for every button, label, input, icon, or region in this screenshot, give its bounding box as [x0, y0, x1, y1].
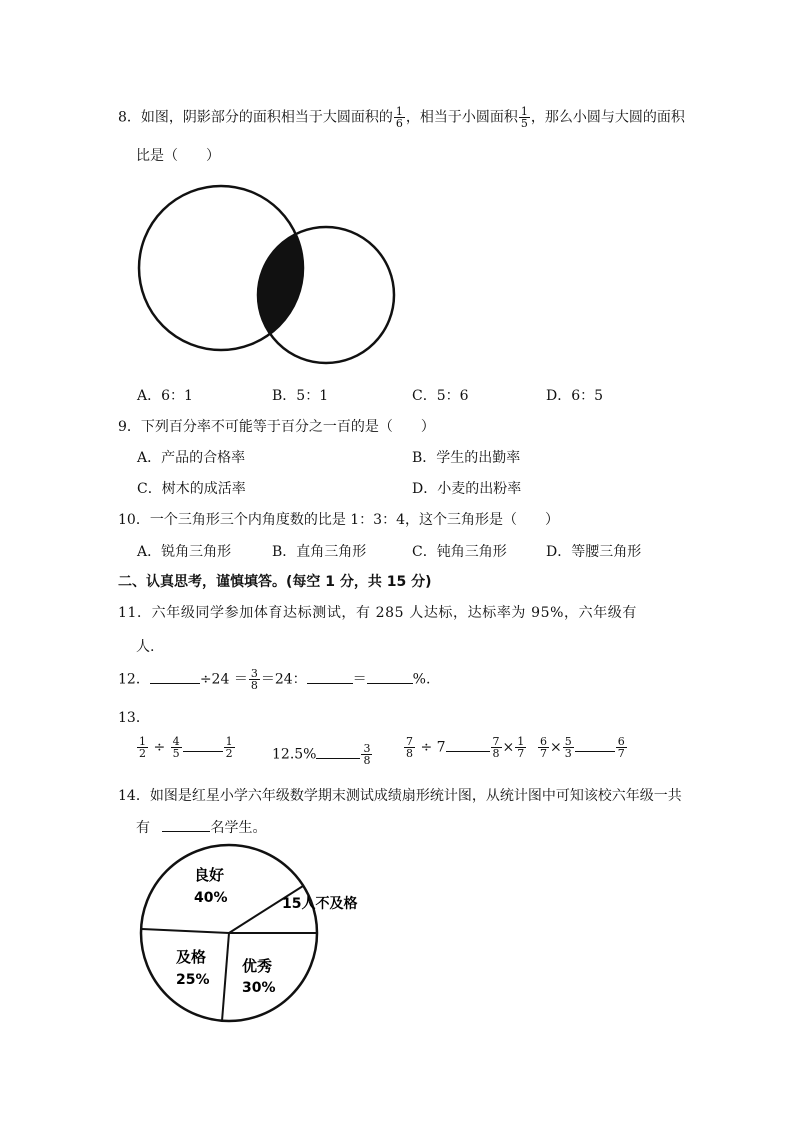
- q13-blank-2[interactable]: [316, 748, 360, 759]
- label-excellent-pct: 30%: [242, 980, 276, 996]
- q8-text-c: ，那么小圆与大圆的面积: [530, 109, 685, 126]
- q13-expr-1: $\frac{1}{2}$ ÷ $\frac{4}{5}$ $\frac{1}{2}$: [139, 735, 233, 760]
- q9-stem: 9．下列百分率不可能等于百分之一百的是（ ）: [118, 419, 435, 435]
- label-fail: 15人不及格: [282, 896, 358, 912]
- q9-option-a: A．产品的合格率: [137, 450, 246, 466]
- q11-line1: 11．六年级同学参加体育达标测试，有 285 人达标，达标率为 95%，六年级有: [118, 605, 638, 621]
- q12-fraction: $\frac{3}{8}$: [250, 667, 258, 692]
- label-pass-pct: 25%: [176, 972, 210, 988]
- q12-line: [118, 668, 430, 691]
- q12-percent: %.: [412, 671, 431, 688]
- q8-text-b: ，相当于小圆面积: [405, 109, 518, 126]
- slice-divider-pass-good: [142, 929, 229, 933]
- q13-blank-1[interactable]: [183, 741, 223, 752]
- q9-option-d: D．小麦的出粉率: [412, 481, 522, 497]
- q8-text-a: 如图，阴影部分的面积相当于大圆面积的: [140, 109, 393, 126]
- q12-blank-3[interactable]: [367, 669, 413, 684]
- q12-blank-2[interactable]: [307, 669, 353, 684]
- q13-blank-3[interactable]: [446, 741, 490, 752]
- q8-fraction-1: $\frac{1}{6}$: [395, 105, 403, 130]
- q12-ratio: ＝24：: [260, 671, 307, 688]
- q8-option-d: D．6：5: [546, 388, 604, 404]
- q13-number: 13．: [118, 710, 150, 726]
- q13-expr-2: 12.5% $\frac{3}{8}$: [272, 742, 371, 767]
- q11-line2: 人.: [136, 639, 155, 655]
- q13-expr-3: $\frac{7}{8}$ ÷ 7 $\frac{7}{8}$ × $\frac{1}{7}$: [406, 735, 525, 760]
- q8-option-a: A．6：1: [137, 388, 193, 404]
- pie-chart: [138, 840, 368, 1025]
- q13-expr-4: $\frac{6}{7}$ × $\frac{5}{3}$ $\frac{6}{7}$: [540, 735, 625, 760]
- q8-fraction-2: $\frac{1}{5}$: [520, 105, 528, 130]
- q10-stem: 10．一个三角形三个内角度数的比是 1：3：4，这个三角形是（ ）: [118, 512, 559, 528]
- q8-option-b: B．5：1: [272, 388, 329, 404]
- label-excellent: 优秀: [242, 957, 273, 975]
- q14-line2: 有 名学生。: [136, 817, 266, 837]
- q12-division: ÷24 ＝: [199, 671, 248, 688]
- q8-line1: [118, 106, 685, 129]
- q10-option-a: A．锐角三角形: [137, 544, 232, 560]
- label-pass: 及格: [176, 948, 207, 966]
- q10-option-c: C．钝角三角形: [412, 544, 507, 560]
- label-good: 良好: [194, 866, 225, 884]
- q8-number: 8．: [118, 109, 141, 126]
- q13-blank-4[interactable]: [575, 741, 615, 752]
- q10-option-b: B．直角三角形: [272, 544, 367, 560]
- label-good-pct: 40%: [194, 890, 228, 906]
- q10-option-d: D．等腰三角形: [546, 544, 642, 560]
- venn-diagram: [130, 180, 410, 380]
- q9-option-c: C．树木的成活率: [137, 481, 246, 497]
- q8-line2: 比是（ ）: [136, 148, 220, 164]
- slice-divider-excellent-pass: [222, 933, 229, 1021]
- q14-line1: 14．如图是红星小学六年级数学期末测试成绩扇形统计图，从统计图中可知该校六年级一共: [118, 788, 682, 804]
- q14-blank[interactable]: [162, 817, 210, 832]
- q8-option-c: C．5：6: [412, 388, 469, 404]
- q12-equals: ＝: [352, 671, 367, 688]
- q12-number: 12．: [118, 671, 150, 688]
- q12-blank-1[interactable]: [150, 669, 200, 684]
- section-2-title: 二、认真思考，谨慎填答。(每空 1 分，共 15 分): [118, 574, 432, 590]
- q9-option-b: B．学生的出勤率: [412, 450, 521, 466]
